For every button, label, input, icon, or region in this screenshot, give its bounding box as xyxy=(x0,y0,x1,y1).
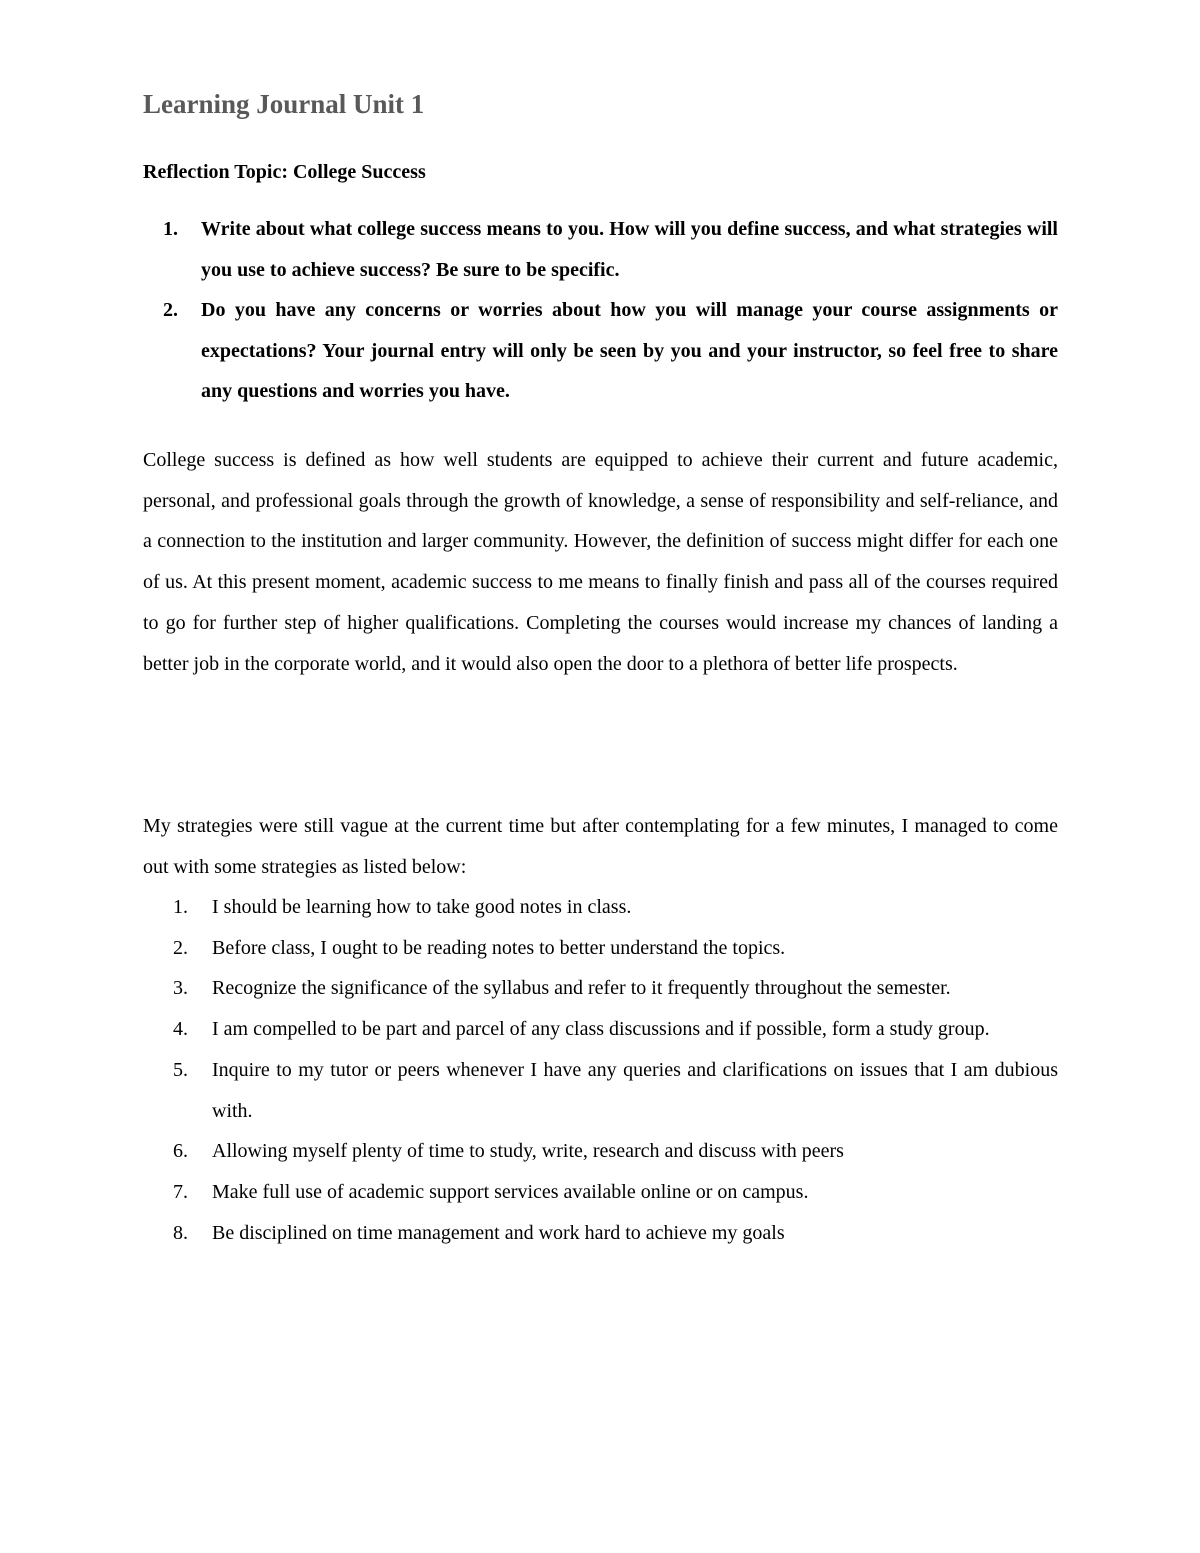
strategy-item xyxy=(143,887,1058,928)
body-paragraph-2: My strategies were still vague at the current time but after contemplating for a few minutes, I managed to come out with some strategies as listed below: xyxy=(143,815,1058,878)
strategy-number: 4. xyxy=(173,1018,188,1041)
strategy-item xyxy=(143,1131,1058,1172)
strategy-number: 5. xyxy=(173,1058,188,1081)
strategy-list xyxy=(143,887,1058,1253)
strategy-number: 2. xyxy=(173,936,188,959)
question-text: Write about what college success means to you. How will you define success, and what strategies will you use to achieve success? Be sure to be specific. xyxy=(201,218,1058,281)
strategy-text: Before class, I ought to be reading notes to better understand the topics. xyxy=(212,936,786,959)
question-text: Do you have any concerns or worries about how you will manage your course assignments or expectations? Your journal entry will only be seen by you and your instructor, so feel free to share any questions and worries you have. xyxy=(201,299,1058,402)
strategy-text: Be disciplined on time management and work hard to achieve my goals xyxy=(212,1221,785,1244)
strategy-text: Recognize the significance of the syllabus and refer to it frequently throughout the semester. xyxy=(212,977,951,1000)
question-item xyxy=(143,290,1058,412)
reflection-topic: Reflection Topic: College Success xyxy=(143,161,426,183)
body-paragraph-1: College success is defined as how well students are equipped to achieve their current and future academic, personal, and professional goals through the growth of knowledge, a sense of responsibility and self-reliance, and a connection to the institution and larger community. However, the definition of success might differ for each one of us. At this present moment, academic success to me means to finally finish and pass all of the courses required to go for further step of higher qualifications. Completing the courses would increase my chances of landing a better job in the corporate world, and it would also open the door to a plethora of better life prospects. xyxy=(143,449,1058,675)
strategy-item xyxy=(143,1172,1058,1213)
document-title: Learning Journal Unit 1 xyxy=(143,89,425,119)
strategy-number: 7. xyxy=(173,1180,188,1203)
strategy-number: 1. xyxy=(173,896,188,918)
question-list xyxy=(143,209,1058,412)
question-item xyxy=(143,209,1058,290)
strategy-item xyxy=(143,1050,1058,1131)
strategy-item xyxy=(143,968,1058,1009)
strategy-item xyxy=(143,1009,1058,1050)
strategy-text: Make full use of academic support services available online or on campus. xyxy=(212,1180,809,1203)
strategy-number: 8. xyxy=(173,1221,188,1244)
strategy-number: 6. xyxy=(173,1140,188,1163)
strategy-text: Inquire to my tutor or peers whenever I have any queries and clarifications on issues that I am dubious with. xyxy=(212,1058,1058,1122)
question-number: 1. xyxy=(163,218,178,240)
strategy-number: 3. xyxy=(173,977,188,1000)
strategy-text: Allowing myself plenty of time to study, write, research and discuss with peers xyxy=(212,1140,844,1163)
strategy-item xyxy=(143,928,1058,969)
strategy-text: I should be learning how to take good notes in class. xyxy=(212,896,632,918)
strategy-text: I am compelled to be part and parcel of any class discussions and if possible, form a study group. xyxy=(212,1018,990,1041)
strategy-item xyxy=(143,1213,1058,1254)
question-number: 2. xyxy=(163,299,178,321)
